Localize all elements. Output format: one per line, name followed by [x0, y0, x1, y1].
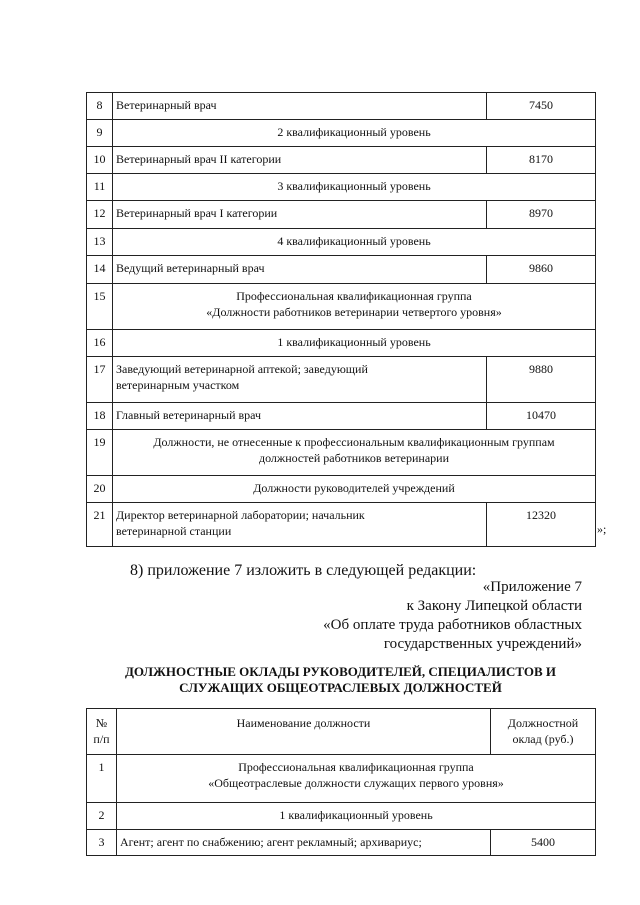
row-number: 18 [87, 403, 113, 430]
level-heading-cell: Должности руководителей учреждений [113, 476, 596, 503]
table-row [87, 755, 596, 803]
row-number: 2 [87, 803, 117, 830]
amendment-paragraph: 8) приложение 7 изложить в следующей редакции: [130, 562, 477, 579]
salary-value-cell: 12320 [487, 503, 596, 547]
row-number: 13 [87, 229, 113, 256]
group-line-1: Профессиональная квалификационная группа [238, 760, 474, 774]
position-name-cell: Ветеринарный врач II категории [113, 147, 487, 174]
group-line-2: «Должности работников ветеринарии четвертого уровня» [206, 305, 502, 319]
table-row [87, 229, 596, 256]
group-heading-cell [113, 284, 596, 330]
table-row [87, 93, 596, 120]
header-num-line-1: № [95, 716, 108, 730]
header-value-cell [491, 709, 596, 755]
table-row [87, 803, 596, 830]
table-row [87, 174, 596, 201]
heading-line-1: ДОЛЖНОСТНЫЕ ОКЛАДЫ РУКОВОДИТЕЛЕЙ, СПЕЦИАЛИСТОВ И [124, 664, 557, 679]
position-name-cell: Ветеринарный врач [113, 93, 487, 120]
table-row [87, 284, 596, 330]
header-value-line-1: Должностной [507, 716, 579, 730]
appendix-line-3: «Об оплате труда работников областных [323, 617, 582, 633]
group-heading-cell [117, 755, 596, 803]
table-row [87, 430, 596, 476]
table-row [87, 403, 596, 430]
position-name-line-2: ветеринарной станции [116, 524, 232, 538]
header-value-line-2: оклад (руб.) [512, 732, 574, 746]
salary-value-cell: 9880 [487, 357, 596, 403]
table-row [87, 201, 596, 229]
table-row [87, 120, 596, 147]
position-name-cell [113, 357, 487, 403]
table-row [87, 476, 596, 503]
row-number: 12 [87, 201, 113, 229]
level-heading-cell: 1 квалификационный уровень [117, 803, 596, 830]
position-name-line-1: Директор ветеринарной лаборатории; начальник [116, 508, 365, 522]
table-row [87, 256, 596, 284]
table-header-row [87, 709, 596, 755]
position-name-cell: Главный ветеринарный врач [113, 403, 487, 430]
row-number: 15 [87, 284, 113, 330]
salary-value-cell: 5400 [491, 830, 596, 856]
appendix-line-2: к Закону Липецкой области [406, 598, 582, 614]
group-line-2: должностей работников ветеринарии [258, 451, 450, 465]
row-number: 1 [87, 755, 117, 803]
appendix-line-4: государственных учреждений» [383, 636, 582, 652]
row-number: 17 [87, 357, 113, 403]
salary-value-cell: 10470 [487, 403, 596, 430]
group-line-1: Профессиональная квалификационная группа [236, 289, 472, 303]
salary-value-cell: 8970 [487, 201, 596, 229]
group-line-1: Должности, не отнесенные к профессиональным квалификационным группам [153, 435, 555, 449]
table-row [87, 330, 596, 357]
row-number: 19 [87, 430, 113, 476]
header-num-line-2: п/п [93, 732, 110, 746]
salary-table-veterinary [86, 92, 596, 547]
appendix-reference [323, 578, 582, 654]
group-heading-cell [113, 430, 596, 476]
group-line-2: «Общеотраслевые должности служащих первого уровня» [208, 776, 504, 790]
row-number: 21 [87, 503, 113, 547]
level-heading-cell: 1 квалификационный уровень [113, 330, 596, 357]
header-num-cell [87, 709, 117, 755]
level-heading-cell: 4 квалификационный уровень [113, 229, 596, 256]
table-body [87, 93, 596, 547]
position-name-line-1: Заведующий ветеринарной аптекой; заведующий [116, 362, 368, 376]
row-number: 11 [87, 174, 113, 201]
table-row [87, 357, 596, 403]
level-heading-cell: 3 квалификационный уровень [113, 174, 596, 201]
salary-value-cell: 7450 [487, 93, 596, 120]
section-heading [86, 664, 595, 696]
position-name-cell [113, 503, 487, 547]
position-name-cell: Ведущий ветеринарный врач [113, 256, 487, 284]
table-row [87, 147, 596, 174]
table-row [87, 830, 596, 856]
row-number: 10 [87, 147, 113, 174]
level-heading-cell: 2 квалификационный уровень [113, 120, 596, 147]
salary-value-cell: 8170 [487, 147, 596, 174]
row-number: 20 [87, 476, 113, 503]
heading-line-2: СЛУЖАЩИХ ОБЩЕОТРАСЛЕВЫХ ДОЛЖНОСТЕЙ [179, 680, 502, 695]
salary-table-general [86, 708, 596, 856]
position-name-cell: Агент; агент по снабжению; агент рекламный; архивариус; [117, 830, 491, 856]
row-number: 9 [87, 120, 113, 147]
row-number: 14 [87, 256, 113, 284]
position-name-cell: Ветеринарный врач I категории [113, 201, 487, 229]
header-name-cell: Наименование должности [117, 709, 491, 755]
row-number: 16 [87, 330, 113, 357]
row-number: 8 [87, 93, 113, 120]
appendix-line-1: «Приложение 7 [482, 579, 582, 595]
row-number: 3 [87, 830, 117, 856]
closing-quote-mark: »; [597, 522, 607, 536]
table-row [87, 503, 596, 547]
salary-value-cell: 9860 [487, 256, 596, 284]
position-name-line-2: ветеринарным участком [116, 378, 240, 392]
